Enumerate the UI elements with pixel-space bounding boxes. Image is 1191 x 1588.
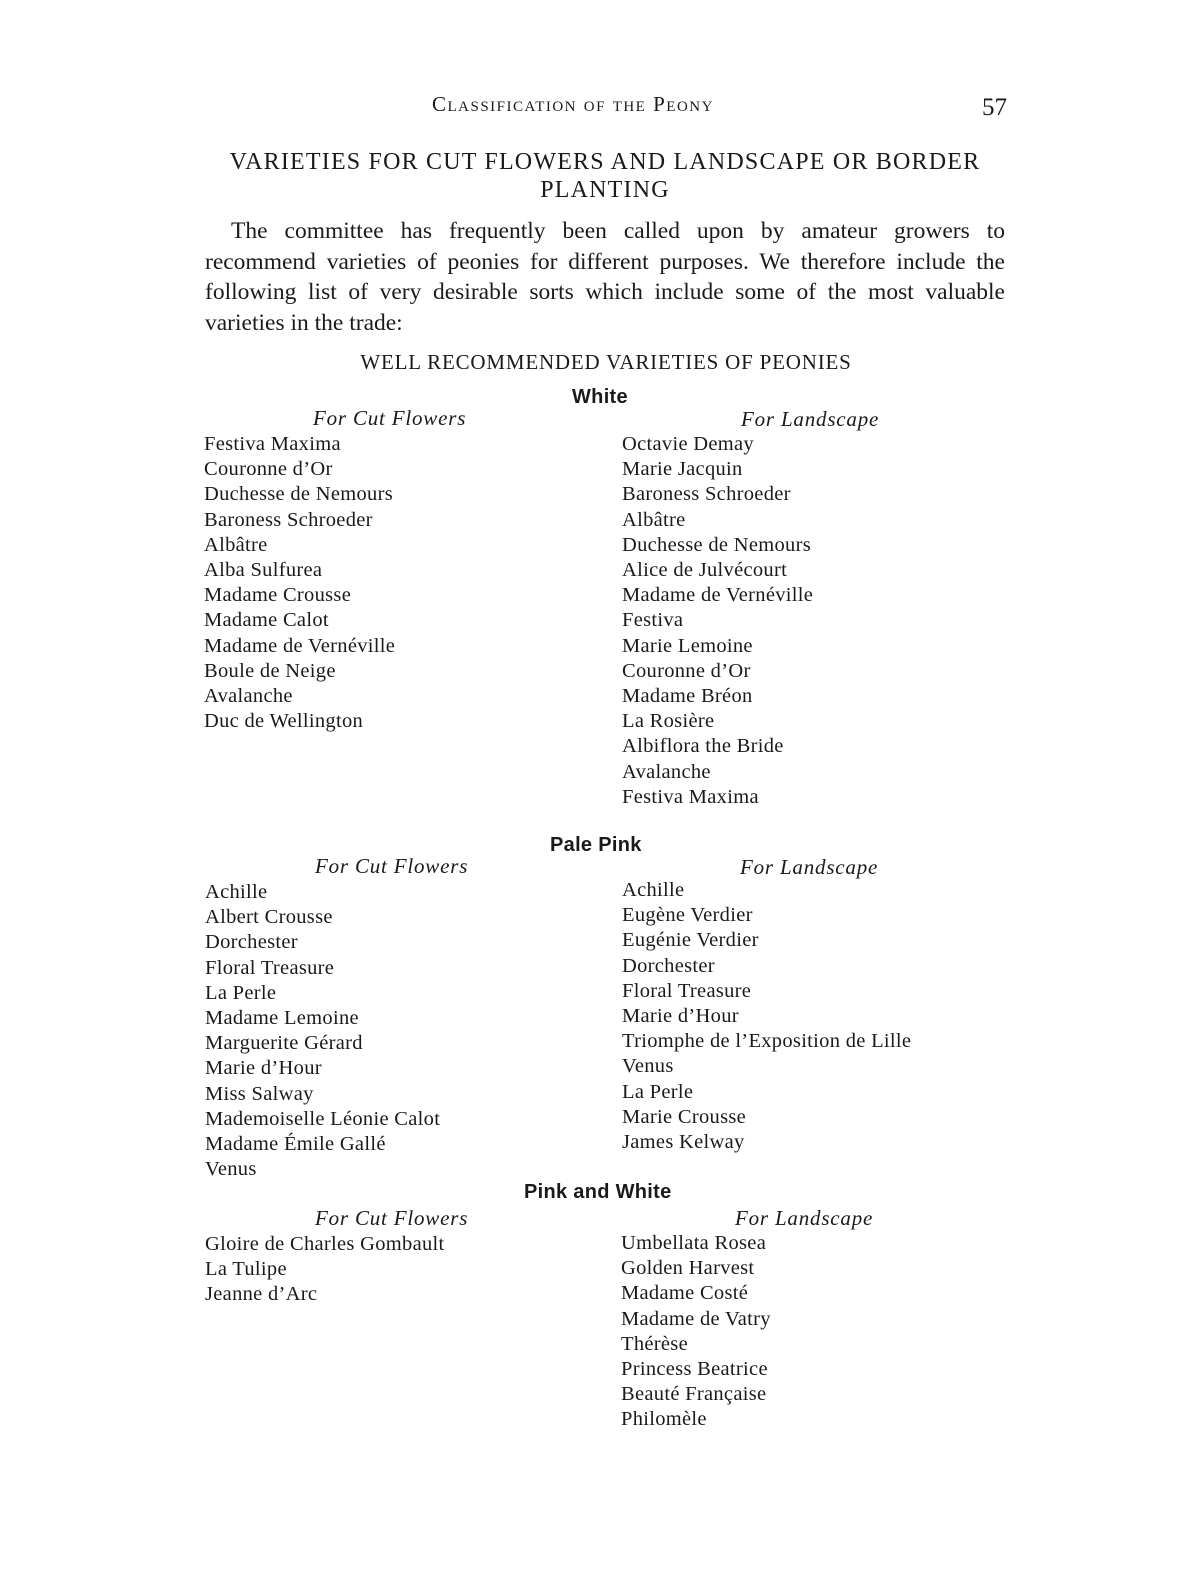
variety-item: Avalanche <box>204 685 293 708</box>
variety-item: Festiva Maxima <box>204 433 341 455</box>
variety-item: La Tulipe <box>205 1258 287 1281</box>
variety-item: Marie d’Hour <box>205 1057 322 1080</box>
variety-item: Dorchester <box>205 931 298 954</box>
variety-item: Octavie Demay <box>622 433 754 455</box>
variety-item: Achille <box>622 879 685 901</box>
variety-item: Beauté Française <box>621 1383 767 1406</box>
variety-item: Albert Crousse <box>205 906 333 929</box>
variety-item: Venus <box>205 1158 257 1181</box>
variety-item: Madame Émile Gallé <box>205 1133 386 1156</box>
pink-white-landscape-heading: For Landscape <box>735 1206 874 1230</box>
variety-item: Baroness Schroeder <box>204 508 373 531</box>
variety-item: Dorchester <box>622 954 715 977</box>
white-cut-list <box>204 432 395 734</box>
variety-item: Albâtre <box>622 508 686 531</box>
variety-item: Jeanne d’Arc <box>205 1283 318 1306</box>
pink-white-cut-list <box>205 1232 445 1308</box>
pale-pink-landscape-list <box>622 878 911 1155</box>
variety-item: Boule de Neige <box>204 659 336 682</box>
list-title: WELL RECOMMENDED VARIETIES OF PEONIES <box>360 350 852 374</box>
variety-item: Eugénie Verdier <box>622 929 759 952</box>
variety-item: Madame de Vernéville <box>204 634 396 657</box>
variety-item: Albiflora the Bride <box>622 735 784 758</box>
variety-item: Achille <box>205 881 268 903</box>
variety-item: La Perle <box>205 981 277 1004</box>
variety-item: Eugène Verdier <box>622 904 753 927</box>
pale-pink-landscape-heading: For Landscape <box>740 855 879 879</box>
variety-item: Princess Beatrice <box>621 1358 768 1381</box>
variety-item: Madame Crousse <box>204 584 352 607</box>
group-label-pale-pink: Pale Pink <box>550 834 642 856</box>
variety-item: Madame Lemoine <box>205 1007 359 1030</box>
variety-item: Madame Costé <box>621 1282 749 1305</box>
variety-item: Festiva Maxima <box>622 785 759 808</box>
variety-item: Marie Jacquin <box>622 458 743 481</box>
variety-item: Couronne d’Or <box>204 458 333 481</box>
variety-item: Triomphe de l’Exposition de Lille <box>622 1030 912 1053</box>
variety-item: Alice de Julvécourt <box>622 559 788 582</box>
variety-item: Madame de Vatry <box>621 1307 771 1330</box>
variety-item: Umbellata Rosea <box>621 1232 767 1254</box>
white-landscape-list <box>622 432 813 810</box>
page-number: 57 <box>982 94 1007 121</box>
section-title: VARIETIES FOR CUT FLOWERS AND LANDSCAPE OR BORDER PLANTING <box>229 149 981 203</box>
intro-paragraph: The committee has frequently been called upon by amateur growers to recommend varieties of peonies for different purposes. We therefore include the following list of very desirable sorts which include some of the most valuable varieties in the trade: <box>205 218 1005 336</box>
white-landscape-heading: For Landscape <box>741 407 880 431</box>
variety-item: La Perle <box>622 1080 694 1103</box>
variety-item: La Rosière <box>622 710 715 733</box>
variety-item: Albâtre <box>204 533 268 556</box>
variety-item: Mademoiselle Léonie Calot <box>205 1107 441 1130</box>
variety-item: Festiva <box>622 609 684 632</box>
variety-item: Thérèse <box>621 1332 688 1355</box>
variety-item: Duchesse de Nemours <box>622 533 812 556</box>
pale-pink-cut-heading: For Cut Flowers <box>315 854 469 878</box>
pink-white-cut-heading: For Cut Flowers <box>315 1206 469 1230</box>
variety-item: Madame Bréon <box>622 685 753 708</box>
white-cut-heading: For Cut Flowers <box>313 406 467 430</box>
variety-item: Marguerite Gérard <box>205 1032 363 1055</box>
pale-pink-cut-list <box>205 880 440 1182</box>
group-label-pink-and-white: Pink and White <box>524 1181 672 1203</box>
variety-item: Marie Crousse <box>622 1105 747 1128</box>
variety-item: Duchesse de Nemours <box>204 483 394 506</box>
variety-item: Philomèle <box>621 1408 707 1431</box>
variety-item: Gloire de Charles Gombault <box>205 1233 445 1255</box>
variety-item: Floral Treasure <box>205 956 335 979</box>
variety-item: Marie Lemoine <box>622 634 753 657</box>
running-head: Classification of the Peony <box>432 92 714 116</box>
variety-item: Madame Calot <box>204 609 329 632</box>
variety-item: Duc de Wellington <box>204 710 364 733</box>
variety-item: Baroness Schroeder <box>622 483 791 506</box>
pink-white-landscape-list <box>621 1231 771 1433</box>
variety-item: Miss Salway <box>205 1082 314 1105</box>
variety-item: Golden Harvest <box>621 1257 755 1280</box>
variety-item: Alba Sulfurea <box>204 559 323 582</box>
variety-item: James Kelway <box>622 1131 745 1154</box>
group-label-white: White <box>572 386 628 408</box>
variety-item: Couronne d’Or <box>622 659 751 682</box>
variety-item: Floral Treasure <box>622 979 752 1002</box>
variety-item: Venus <box>622 1055 674 1078</box>
variety-item: Marie d’Hour <box>622 1005 739 1028</box>
variety-item: Madame de Vernéville <box>622 584 814 607</box>
variety-item: Avalanche <box>622 760 711 783</box>
